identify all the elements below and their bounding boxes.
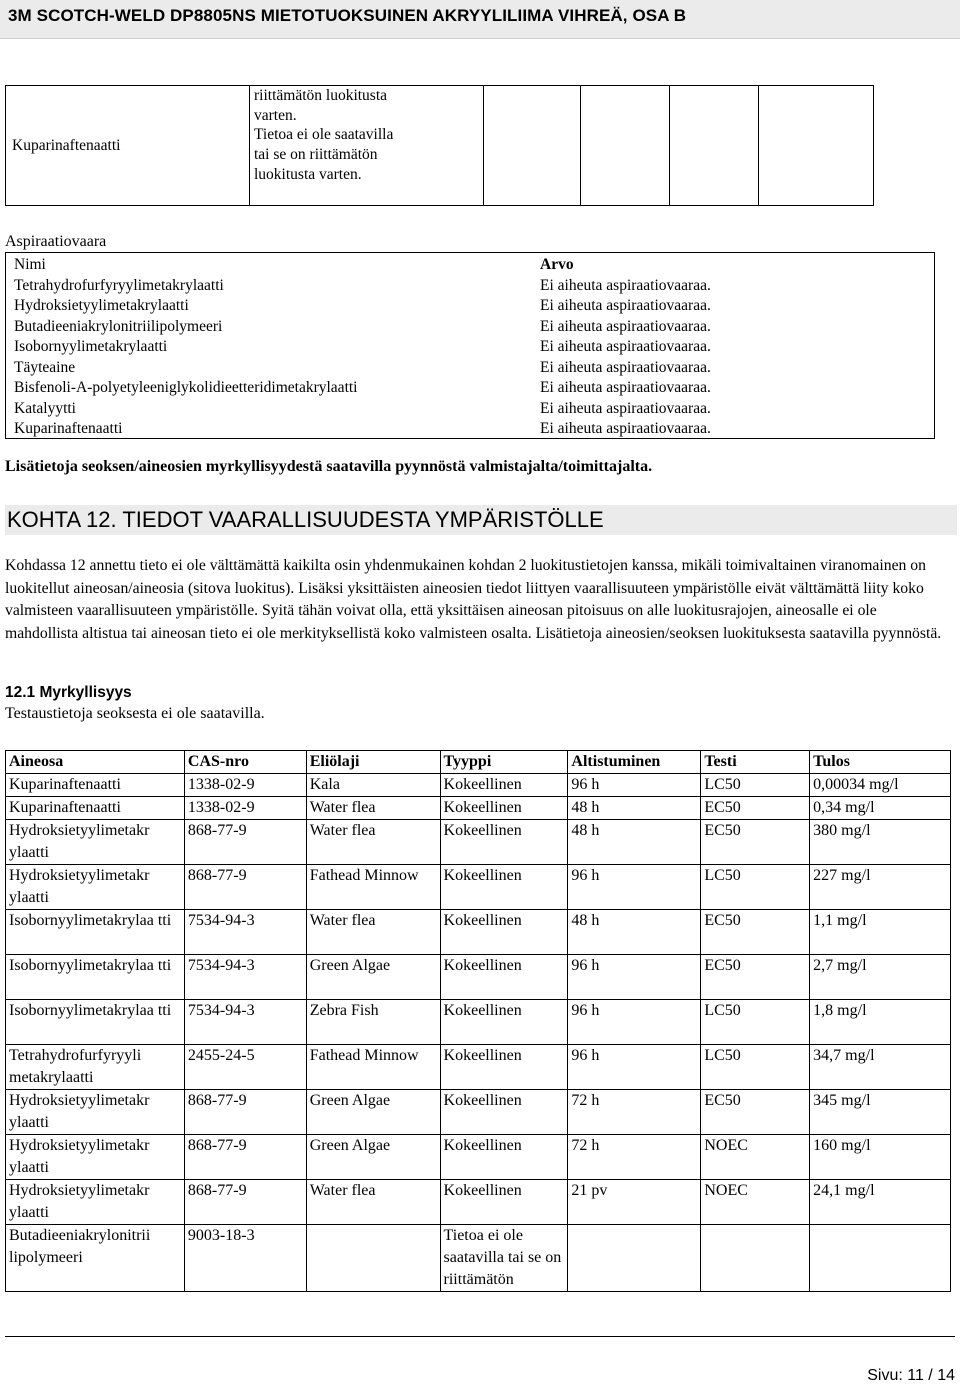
document-title: 3M SCOTCH-WELD DP8805NS MIETOTUOKSUINEN AKRYYLILIIMA VIHREÄ, OSA B (8, 6, 687, 25)
table-header-row (6, 751, 951, 774)
section-title: KOHTA 12. TIEDOT VAARALLISUUDESTA YMPÄRISTÖLLE (5, 505, 957, 535)
table-cell: 1,1 mg/l (810, 910, 951, 955)
table-cell: Kokeellinen (440, 1000, 568, 1045)
table-cell: EC50 (701, 820, 810, 865)
subsection-text: Testaustietoja seoksesta ei ole saatavilla. (5, 705, 265, 722)
table-cell: Green Algae (306, 1135, 440, 1180)
list-item: Täyteaine (14, 358, 76, 376)
table-cell: Kuparinaftenaatti (6, 797, 185, 820)
table-cell: Kokeellinen (440, 1090, 568, 1135)
table-cell: Green Algae (306, 955, 440, 1000)
list-item: Ei aiheuta aspiraatiovaaraa. (540, 358, 711, 376)
table-cell: 34,7 mg/l (810, 1045, 951, 1090)
table-cell: LC50 (701, 1045, 810, 1090)
column-header: Altistuminen (568, 751, 701, 774)
table-cell: Water flea (306, 820, 440, 865)
table-cell: 72 h (568, 1090, 701, 1135)
table-cell: 96 h (568, 865, 701, 910)
aspiration-title: Aspiraatiovaara (5, 233, 107, 250)
table-cell: 2,7 mg/l (810, 955, 951, 1000)
table-row (6, 1000, 951, 1045)
table-cell: 2455-24-5 (184, 1045, 306, 1090)
table-cell: 7534-94-3 (184, 955, 306, 1000)
table-cell (581, 86, 670, 206)
table-cell (670, 86, 759, 206)
table-cell: Kokeellinen (440, 774, 568, 797)
table-cell: Butadieeniakrylonitrii lipolymeeri (6, 1225, 185, 1292)
table-cell: Hydroksietyylimetakr ylaatti (6, 1135, 185, 1180)
table-cell: Hydroksietyylimetakr ylaatti (6, 1180, 185, 1225)
list-item: Katalyytti (14, 399, 76, 417)
list-item: Ei aiheuta aspiraatiovaaraa. (540, 317, 711, 335)
table-cell: EC50 (701, 797, 810, 820)
table-row (6, 1045, 951, 1090)
table-cell: Water flea (306, 1180, 440, 1225)
table-row (6, 1180, 951, 1225)
table-cell: 7534-94-3 (184, 910, 306, 955)
list-item: Ei aiheuta aspiraatiovaaraa. (540, 338, 711, 355)
footer-divider (5, 1336, 955, 1337)
table-row (6, 1225, 951, 1292)
table-cell: 48 h (568, 820, 701, 865)
table-cell: 96 h (568, 955, 701, 1000)
table-cell: 0,00034 mg/l (810, 774, 951, 797)
section-paragraph: Kohdassa 12 annettu tieto ei ole välttämättä kaikilta osin yhdenmukainen kohdan 2 luokitustietojen kanssa, mikäli toimivaltainen viranomainen on luokitellut aineosan/aineosia (sitova luokitus). Lisäksi yksittäisten aineosien tiedot liittyen vaarallisuuteen ympäristölle eivät välttämättä liity koko valmisteen vaarallisuuteen ympäristölle. Syitä tähän voivat olla, että yksittäisen aineosan pitoisuus on alle luokitusrajojen, aineosalle ei ole mahdollista altistua tai aineosan tieto ei ole merkityksellistä koko valmisteen osalta. Lisätietoja aineosien/seoksen luokituksesta saatavilla pyynnöstä. (5, 557, 942, 642)
list-item: Butadieeniakrylonitriilipolymeeri (14, 317, 223, 335)
column-header: Eliölaji (306, 751, 440, 774)
list-item: Ei aiheuta aspiraatiovaaraa. (540, 379, 711, 396)
column-header: Testi (701, 751, 810, 774)
list-item: Tetrahydrofurfyryylimetakrylaatti (14, 276, 224, 294)
table-cell: 0,34 mg/l (810, 797, 951, 820)
table-cell: Kala (306, 774, 440, 797)
table-cell: Isobornyylimetakrylaa tti (6, 955, 185, 1000)
table-cell: Kokeellinen (440, 1180, 568, 1225)
column-header: CAS-nro (184, 751, 306, 774)
table-cell: 160 mg/l (810, 1135, 951, 1180)
table-cell: 7534-94-3 (184, 1000, 306, 1045)
table-cell (568, 1225, 701, 1292)
aspiration-table (5, 252, 935, 439)
table-row (6, 774, 951, 797)
table-cell: 380 mg/l (810, 820, 951, 865)
table-cell: EC50 (701, 955, 810, 1000)
table-cell: Fathead Minnow (306, 865, 440, 910)
table-cell: Kokeellinen (440, 910, 568, 955)
cont-text: riittämätön luokitusta varten. (254, 87, 388, 124)
aspiration-name-column (14, 255, 357, 440)
table-cell: Hydroksietyylimetakr ylaatti (6, 1090, 185, 1135)
list-item: Ei aiheuta aspiraatiovaaraa. (540, 420, 711, 437)
toxicity-note: Lisätietoja seoksen/aineosien myrkyllisyydestä saatavilla pyynnöstä valmistajalta/toimittajalta. (5, 458, 653, 475)
table-cell: 48 h (568, 910, 701, 955)
table-row (6, 910, 951, 955)
table-cell: 1,8 mg/l (810, 1000, 951, 1045)
table-cell: 868-77-9 (184, 865, 306, 910)
table-row (6, 797, 951, 820)
table-cell: 96 h (568, 1000, 701, 1045)
table-cell: 48 h (568, 797, 701, 820)
table-cell (701, 1225, 810, 1292)
table-cell: Hydroksietyylimetakr ylaatti (6, 865, 185, 910)
table-cell: Green Algae (306, 1090, 440, 1135)
column-header: Tyyppi (440, 751, 568, 774)
list-item: Isobornyylimetakrylaatti (14, 338, 168, 355)
header-bar (0, 0, 960, 39)
table-cell: Kokeellinen (440, 1135, 568, 1180)
table-cell: 9003-18-3 (184, 1225, 306, 1292)
table-row (6, 955, 951, 1000)
table-cell: 24,1 mg/l (810, 1180, 951, 1225)
table-cell: Isobornyylimetakrylaa tti (6, 1000, 185, 1045)
table-cell (306, 1225, 440, 1292)
table-cell: 868-77-9 (184, 1090, 306, 1135)
table-cell: Kokeellinen (440, 797, 568, 820)
table-cell: Hydroksietyylimetakr ylaatti (6, 820, 185, 865)
table-cell: 345 mg/l (810, 1090, 951, 1135)
table-cell: NOEC (701, 1135, 810, 1180)
table-cell: Kokeellinen (440, 955, 568, 1000)
table-cell (759, 86, 874, 206)
table-cell (250, 86, 484, 206)
row-name: Kuparinaftenaatti (6, 87, 250, 206)
table-cell: NOEC (701, 1180, 810, 1225)
column-header: Nimi (14, 256, 46, 273)
table-cell: Tietoa ei ole saatavilla tai se on riittämätön (440, 1225, 568, 1292)
table-cell: Isobornyylimetakrylaa tti (6, 910, 185, 955)
table-cell: 21 pv (568, 1180, 701, 1225)
aspiration-value-column (540, 255, 711, 440)
subsection-title: 12.1 Myrkyllisyys (5, 684, 132, 701)
table-cell: Kuparinaftenaatti (6, 774, 185, 797)
table-cell (484, 86, 581, 206)
table-cell: 96 h (568, 1045, 701, 1090)
table-cell: 1338-02-9 (184, 774, 306, 797)
table-cell: Fathead Minnow (306, 1045, 440, 1090)
table-cell: 227 mg/l (810, 865, 951, 910)
table-cell: 868-77-9 (184, 1135, 306, 1180)
table-cell (810, 1225, 951, 1292)
table-cell: 96 h (568, 774, 701, 797)
table-cell: EC50 (701, 1090, 810, 1135)
page-number: Sivu: 11 / 14 (867, 1367, 955, 1384)
column-header: Tulos (810, 751, 951, 774)
table-row (6, 1090, 951, 1135)
list-item: Kuparinaftenaatti (14, 420, 123, 437)
list-item: Ei aiheuta aspiraatiovaaraa. (540, 297, 711, 314)
table-cell: Kokeellinen (440, 820, 568, 865)
column-header: Arvo (540, 256, 574, 273)
list-item: Ei aiheuta aspiraatiovaaraa. (540, 276, 711, 294)
table-row (6, 820, 951, 865)
table-cell: 72 h (568, 1135, 701, 1180)
table-cell: LC50 (701, 865, 810, 910)
continuation-table (5, 85, 874, 206)
table-row (6, 865, 951, 910)
table-cell: LC50 (701, 774, 810, 797)
toxicity-table (5, 750, 951, 1292)
table-cell: Water flea (306, 910, 440, 955)
column-header: Aineosa (6, 751, 185, 774)
table-cell: 868-77-9 (184, 1180, 306, 1225)
list-item: Hydroksietyylimetakrylaatti (14, 297, 189, 314)
table-cell: Kokeellinen (440, 1045, 568, 1090)
table-cell: Kokeellinen (440, 865, 568, 910)
table-row (6, 1135, 951, 1180)
list-item: Ei aiheuta aspiraatiovaaraa. (540, 399, 711, 417)
list-item: Bisfenoli-A-polyetyleeniglykolidieetteridimetakrylaatti (14, 379, 358, 396)
table-cell: 868-77-9 (184, 820, 306, 865)
row-text: Tietoa ei ole saatavilla tai se on riittämätön luokitusta varten. (254, 126, 394, 183)
table-cell: Tetrahydrofurfyryyli metakrylaatti (6, 1045, 185, 1090)
table-cell: EC50 (701, 910, 810, 955)
table-cell: Zebra Fish (306, 1000, 440, 1045)
table-cell: 1338-02-9 (184, 797, 306, 820)
table-cell: LC50 (701, 1000, 810, 1045)
table-cell: Water flea (306, 797, 440, 820)
